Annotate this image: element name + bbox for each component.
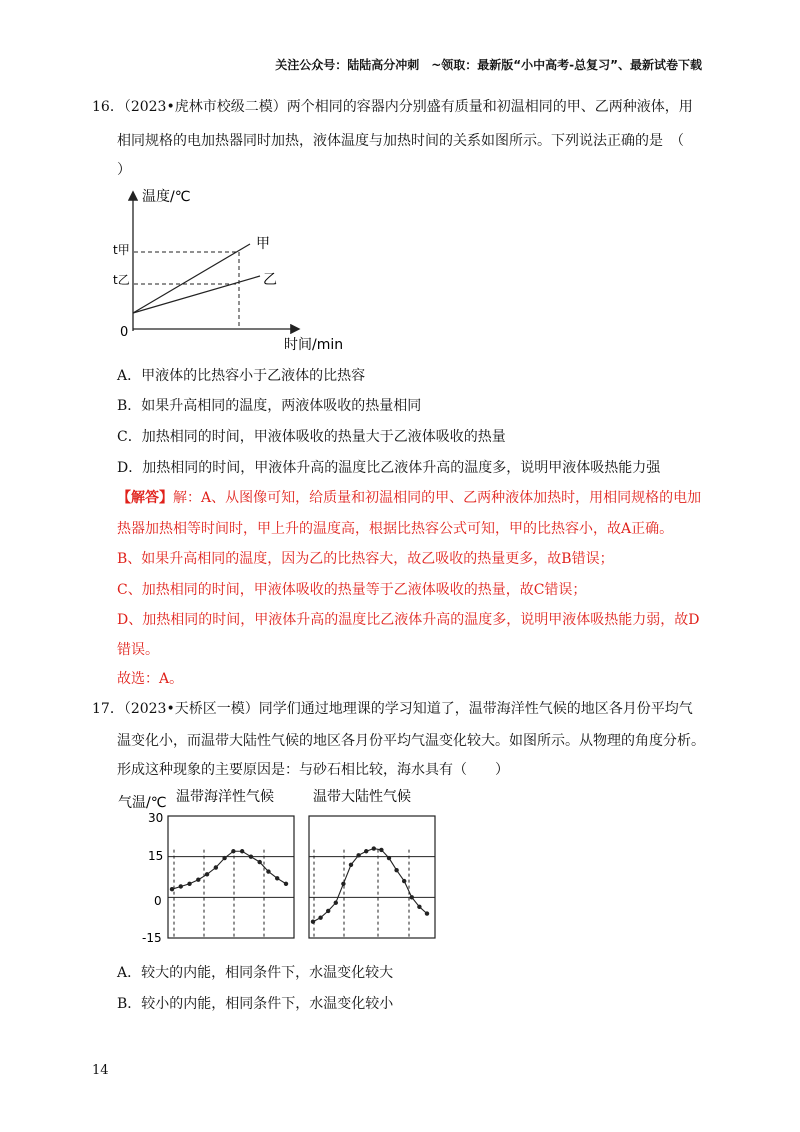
q16-choice: 故选：A。: [117, 671, 184, 687]
q16-line-jia: [133, 244, 250, 313]
q16-line-yi: [133, 276, 260, 313]
ocean-point-5: [205, 872, 209, 876]
continent-point-10: [379, 848, 383, 852]
continent-point-13: [402, 879, 406, 883]
q17-title-ocean: 温带海洋性气候: [176, 789, 274, 805]
continent-point-16: [425, 911, 429, 915]
ocean-point-4: [196, 878, 200, 882]
q16-tick-yi: t乙: [113, 273, 130, 287]
q16-tick-jia: t甲: [113, 243, 130, 257]
answer-tag: 【解答】: [117, 490, 173, 506]
continent-point-14: [410, 895, 414, 899]
q17-y-label: 气温/℃: [118, 795, 167, 811]
q17-ytick-0: 0: [154, 894, 162, 908]
q17-line1: 17．（2023•天桥区一模）同学们通过地理课的学习知道了，温带海洋性气候的地区各月份平均气: [92, 701, 693, 717]
q16-x-label: 时间/min: [284, 337, 344, 353]
answer-text-1: 解：A、从图像可知，给质量和初温相同的甲、乙两种液体加热时，用相同规格的电加: [173, 490, 702, 506]
continent-point-15: [417, 905, 421, 909]
ocean-point-11: [257, 860, 261, 864]
ocean-point-13: [275, 876, 279, 880]
q16-line1: 16．（2023•虎林市校级二模）两个相同的容器内分别盛有质量和初温相同的甲、乙两种液体，用: [92, 99, 693, 115]
q16-label-jia: 甲: [256, 236, 270, 252]
q16-answer-line5: D、加热相同的时间，甲液体升高的温度比乙液体升高的温度多，说明甲液体吸热能力弱，故D: [117, 612, 700, 628]
ocean-point-12: [266, 869, 270, 873]
q16-answer-line4: C、加热相同的时间，甲液体吸收的热量等于乙液体吸收的热量，故C错误；: [117, 582, 587, 598]
continent-point-11: [387, 856, 391, 860]
page-header: 关注公众号：陆陆高分冲刺 ~领取：最新版“小中高考-总复习”、最新试卷下载: [275, 58, 702, 72]
ocean-point-3: [187, 882, 191, 886]
q16-option-b: B．如果升高相同的温度，两液体吸收的热量相同: [117, 398, 422, 414]
ocean-point-6: [214, 865, 218, 869]
q16-chart: [110, 183, 350, 358]
page-number: 14: [92, 1063, 109, 1078]
ocean-point-14: [284, 882, 288, 886]
q17-option-a: A．较大的内能，相同条件下，水温变化较大: [117, 965, 394, 981]
q17-line3: 形成这种现象的主要原因是：与砂石相比较，海水具有（ ）: [117, 762, 509, 778]
q16-origin: 0: [120, 325, 129, 340]
q16-line2: 相同规格的电加热器同时加热，液体温度与加热时间的关系如图所示。下列说法正确的是 （: [117, 133, 684, 149]
continent-point-7: [356, 853, 360, 857]
q17-ytick-15: 15: [148, 849, 164, 863]
q17-line2: 温变化小，而温带大陆性气候的地区各月份平均气温变化较大。如图所示。从物理的角度分析。: [117, 733, 705, 749]
q16-answer-line3: B、如果升高相同的温度，因为乙的比热容大，故乙吸收的热量更多，故B错误；: [117, 551, 614, 567]
continent-point-3: [326, 909, 330, 913]
continent-point-4: [334, 901, 338, 905]
q16-label-yi: 乙: [263, 272, 277, 288]
ocean-point-2: [179, 884, 183, 888]
q16-answer-line6: 错误。: [117, 642, 159, 658]
ocean-point-8: [231, 849, 235, 853]
q16-y-label: 温度/℃: [142, 189, 191, 205]
ocean-point-10: [249, 854, 253, 858]
continent-point-2: [318, 915, 322, 919]
continent-point-12: [394, 868, 398, 872]
continent-point-6: [349, 863, 353, 867]
ocean-point-1: [170, 887, 174, 891]
q16-answer-line2: 热器加热相等时间时，甲上升的温度高，根据比热容公式可知，甲的比热容小，故A正确。: [117, 521, 674, 537]
q17-ocean-panel: [168, 816, 294, 938]
q16-answer-line1: [117, 488, 701, 508]
q16-option-a: A．甲液体的比热容小于乙液体的比热容: [117, 368, 366, 384]
q16-option-c: C．加热相同的时间，甲液体吸收的热量大于乙液体吸收的热量: [117, 429, 506, 445]
q16-option-d: D．加热相同的时间，甲液体升高的温度比乙液体升高的温度多，说明甲液体吸热能力强: [117, 460, 661, 476]
ocean-point-7: [222, 856, 226, 860]
q17-ytick-neg15: -15: [142, 931, 162, 945]
continent-point-5: [341, 882, 345, 886]
q17-option-b: B．较小的内能，相同条件下，水温变化较小: [117, 996, 394, 1012]
q17-title-continent: 温带大陆性气候: [313, 789, 411, 805]
ocean-point-9: [240, 849, 244, 853]
q17-ytick-30: 30: [148, 811, 164, 825]
continent-frame: [309, 816, 435, 938]
continent-point-9: [372, 846, 376, 850]
q17-chart: [118, 784, 448, 946]
continent-point-1: [311, 920, 315, 924]
continent-point-8: [364, 849, 368, 853]
q17-continent-panel: [309, 816, 435, 938]
q16-line3: ）: [117, 162, 131, 178]
